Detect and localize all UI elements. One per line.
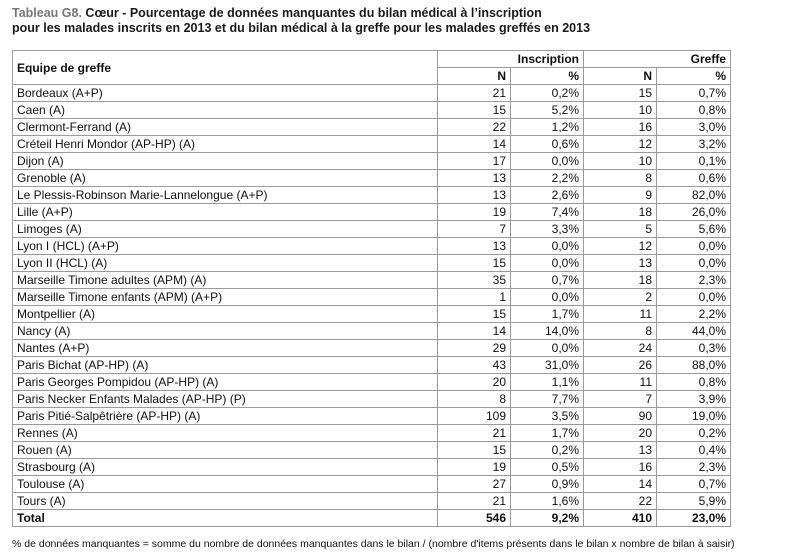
table-row	[13, 238, 731, 255]
inscription-pct-cell: 0,0%	[511, 255, 584, 272]
inscription-n-cell: 35	[438, 272, 511, 289]
team-cell: Rouen (A)	[13, 442, 438, 459]
team-cell: Bordeaux (A+P)	[13, 85, 438, 102]
table-row	[13, 323, 731, 340]
greffe-n-cell: 12	[584, 136, 657, 153]
inscription-n-cell: 109	[438, 408, 511, 425]
greffe-n-cell: 5	[584, 221, 657, 238]
title-text-1: Cœur - Pourcentage de données manquantes du bilan médical à l’inscription	[81, 6, 542, 20]
inscription-n-cell: 29	[438, 340, 511, 357]
table-row	[13, 272, 731, 289]
inscription-pct-cell: 0,0%	[511, 340, 584, 357]
team-cell: Paris Bichat (AP-HP) (A)	[13, 357, 438, 374]
greffe-pct-cell: 19,0%	[657, 408, 731, 425]
greffe-pct-header: %	[657, 68, 731, 85]
title-line-2: pour les malades inscrits en 2013 et du bilan médical à la greffe pour les malades greffés en 2013	[12, 21, 591, 35]
team-cell: Marseille Timone enfants (APM) (A+P)	[13, 289, 438, 306]
inscription-pct-cell: 14,0%	[511, 323, 584, 340]
greffe-n-cell: 10	[584, 102, 657, 119]
greffe-pct-cell: 5,6%	[657, 221, 731, 238]
greffe-n-cell: 11	[584, 374, 657, 391]
inscription-n-cell: 15	[438, 306, 511, 323]
team-cell: Rennes (A)	[13, 425, 438, 442]
table-row	[13, 255, 731, 272]
team-cell: Paris Pitié-Salpêtrière (AP-HP) (A)	[13, 408, 438, 425]
greffe-pct-cell: 0,6%	[657, 170, 731, 187]
inscription-n-cell: 43	[438, 357, 511, 374]
table-row	[13, 102, 731, 119]
table-row	[13, 221, 731, 238]
greffe-group-header: Greffe	[584, 51, 731, 68]
inscription-pct-cell: 3,3%	[511, 221, 584, 238]
inscription-n-cell: 27	[438, 476, 511, 493]
footnote: % de données manquantes = somme du nombre de données manquantes dans le bilan / (nombre d'items présents dans le bilan x nombre de bilan à saisir)	[12, 538, 735, 550]
team-cell: Total	[13, 510, 438, 527]
table-row	[13, 459, 731, 476]
team-cell: Paris Necker Enfants Malades (AP-HP) (P)	[13, 391, 438, 408]
greffe-n-cell: 8	[584, 323, 657, 340]
inscription-pct-cell: 1,7%	[511, 306, 584, 323]
inscription-pct-cell: 0,2%	[511, 85, 584, 102]
greffe-pct-cell: 2,3%	[657, 272, 731, 289]
inscription-pct-cell: 7,7%	[511, 391, 584, 408]
greffe-pct-cell: 0,8%	[657, 374, 731, 391]
greffe-pct-cell: 0,0%	[657, 238, 731, 255]
inscription-n-cell: 13	[438, 238, 511, 255]
inscription-pct-cell: 0,2%	[511, 442, 584, 459]
greffe-pct-cell: 0,7%	[657, 85, 731, 102]
team-cell: Le Plessis-Robinson Marie-Lannelongue (A+P)	[13, 187, 438, 204]
table-row	[13, 425, 731, 442]
greffe-n-cell: 7	[584, 391, 657, 408]
inscription-n-cell: 14	[438, 323, 511, 340]
greffe-pct-cell: 3,9%	[657, 391, 731, 408]
table-row	[13, 493, 731, 510]
greffe-n-cell: 24	[584, 340, 657, 357]
table-row	[13, 119, 731, 136]
table-title	[12, 6, 772, 36]
greffe-pct-cell: 3,0%	[657, 119, 731, 136]
greffe-pct-cell: 44,0%	[657, 323, 731, 340]
table-row	[13, 204, 731, 221]
greffe-n-cell: 14	[584, 476, 657, 493]
table-body	[13, 85, 731, 527]
team-cell: Montpellier (A)	[13, 306, 438, 323]
team-cell: Tours (A)	[13, 493, 438, 510]
table-row	[13, 306, 731, 323]
inscription-pct-cell: 0,0%	[511, 153, 584, 170]
inscription-n-cell: 17	[438, 153, 511, 170]
team-cell: Marseille Timone adultes (APM) (A)	[13, 272, 438, 289]
greffe-n-cell: 18	[584, 204, 657, 221]
inscription-n-cell: 8	[438, 391, 511, 408]
greffe-n-cell: 12	[584, 238, 657, 255]
team-cell: Dijon (A)	[13, 153, 438, 170]
table-row	[13, 476, 731, 493]
team-cell: Créteil Henri Mondor (AP-HP) (A)	[13, 136, 438, 153]
team-cell: Toulouse (A)	[13, 476, 438, 493]
inscription-pct-cell: 2,6%	[511, 187, 584, 204]
table-row	[13, 170, 731, 187]
total-row	[13, 510, 731, 527]
greffe-n-cell: 8	[584, 170, 657, 187]
greffe-pct-cell: 0,2%	[657, 425, 731, 442]
inscription-pct-cell: 2,2%	[511, 170, 584, 187]
header-row-groups	[13, 51, 731, 68]
inscription-n-cell: 13	[438, 187, 511, 204]
inscription-n-cell: 21	[438, 493, 511, 510]
inscription-n-cell: 19	[438, 204, 511, 221]
greffe-pct-cell: 23,0%	[657, 510, 731, 527]
inscription-pct-cell: 1,1%	[511, 374, 584, 391]
greffe-n-header: N	[584, 68, 657, 85]
greffe-pct-cell: 5,9%	[657, 493, 731, 510]
team-cell: Clermont-Ferrand (A)	[13, 119, 438, 136]
team-cell: Lille (A+P)	[13, 204, 438, 221]
team-cell: Grenoble (A)	[13, 170, 438, 187]
title-line-1	[12, 6, 772, 21]
greffe-n-cell: 2	[584, 289, 657, 306]
greffe-n-cell: 13	[584, 442, 657, 459]
inscription-n-cell: 7	[438, 221, 511, 238]
inscription-n-cell: 20	[438, 374, 511, 391]
table-row	[13, 340, 731, 357]
inscription-pct-cell: 1,6%	[511, 493, 584, 510]
team-cell: Limoges (A)	[13, 221, 438, 238]
missing-data-table	[12, 50, 731, 527]
inscription-n-cell: 19	[438, 459, 511, 476]
inscription-pct-cell: 3,5%	[511, 408, 584, 425]
inscription-n-cell: 15	[438, 442, 511, 459]
greffe-pct-cell: 88,0%	[657, 357, 731, 374]
table-label: Tableau G8.	[12, 6, 82, 20]
inscription-pct-cell: 7,4%	[511, 204, 584, 221]
inscription-pct-cell: 31,0%	[511, 357, 584, 374]
table-row	[13, 391, 731, 408]
greffe-n-cell: 16	[584, 119, 657, 136]
table-row	[13, 187, 731, 204]
greffe-n-cell: 10	[584, 153, 657, 170]
inscription-group-header: Inscription	[438, 51, 584, 68]
inscription-pct-cell: 0,7%	[511, 272, 584, 289]
team-cell: Lyon I (HCL) (A+P)	[13, 238, 438, 255]
team-cell: Paris Georges Pompidou (AP-HP) (A)	[13, 374, 438, 391]
greffe-pct-cell: 26,0%	[657, 204, 731, 221]
greffe-n-cell: 18	[584, 272, 657, 289]
greffe-n-cell: 26	[584, 357, 657, 374]
table-row	[13, 136, 731, 153]
inscription-n-cell: 21	[438, 85, 511, 102]
inscription-pct-cell: 0,0%	[511, 289, 584, 306]
inscription-pct-cell: 5,2%	[511, 102, 584, 119]
greffe-pct-cell: 0,3%	[657, 340, 731, 357]
inscription-n-cell: 15	[438, 102, 511, 119]
inscription-n-cell: 14	[438, 136, 511, 153]
inscription-pct-cell: 0,5%	[511, 459, 584, 476]
inscription-pct-header: %	[511, 68, 584, 85]
inscription-pct-cell: 1,2%	[511, 119, 584, 136]
greffe-pct-cell: 3,2%	[657, 136, 731, 153]
inscription-n-cell: 13	[438, 170, 511, 187]
greffe-n-cell: 11	[584, 306, 657, 323]
greffe-pct-cell: 0,8%	[657, 102, 731, 119]
inscription-pct-cell: 0,6%	[511, 136, 584, 153]
greffe-pct-cell: 2,3%	[657, 459, 731, 476]
table-row	[13, 153, 731, 170]
team-cell: Strasbourg (A)	[13, 459, 438, 476]
inscription-n-cell: 15	[438, 255, 511, 272]
inscription-n-cell: 546	[438, 510, 511, 527]
inscription-pct-cell: 1,7%	[511, 425, 584, 442]
table-row	[13, 357, 731, 374]
greffe-pct-cell: 82,0%	[657, 187, 731, 204]
greffe-n-cell: 410	[584, 510, 657, 527]
table-row	[13, 442, 731, 459]
inscription-pct-cell: 0,9%	[511, 476, 584, 493]
greffe-pct-cell: 2,2%	[657, 306, 731, 323]
greffe-pct-cell: 0,4%	[657, 442, 731, 459]
greffe-n-cell: 22	[584, 493, 657, 510]
greffe-n-cell: 15	[584, 85, 657, 102]
greffe-pct-cell: 0,1%	[657, 153, 731, 170]
greffe-n-cell: 13	[584, 255, 657, 272]
inscription-n-cell: 21	[438, 425, 511, 442]
table-row	[13, 408, 731, 425]
team-cell: Caen (A)	[13, 102, 438, 119]
team-column-header: Equipe de greffe	[13, 51, 438, 85]
greffe-n-cell: 90	[584, 408, 657, 425]
greffe-pct-cell: 0,0%	[657, 255, 731, 272]
inscription-n-cell: 22	[438, 119, 511, 136]
table-row	[13, 85, 731, 102]
greffe-n-cell: 16	[584, 459, 657, 476]
greffe-pct-cell: 0,7%	[657, 476, 731, 493]
greffe-pct-cell: 0,0%	[657, 289, 731, 306]
inscription-pct-cell: 9,2%	[511, 510, 584, 527]
inscription-pct-cell: 0,0%	[511, 238, 584, 255]
inscription-n-header: N	[438, 68, 511, 85]
greffe-n-cell: 9	[584, 187, 657, 204]
table-row	[13, 374, 731, 391]
team-cell: Nancy (A)	[13, 323, 438, 340]
team-cell: Lyon II (HCL) (A)	[13, 255, 438, 272]
table-row	[13, 289, 731, 306]
team-cell: Nantes (A+P)	[13, 340, 438, 357]
inscription-n-cell: 1	[438, 289, 511, 306]
greffe-n-cell: 20	[584, 425, 657, 442]
